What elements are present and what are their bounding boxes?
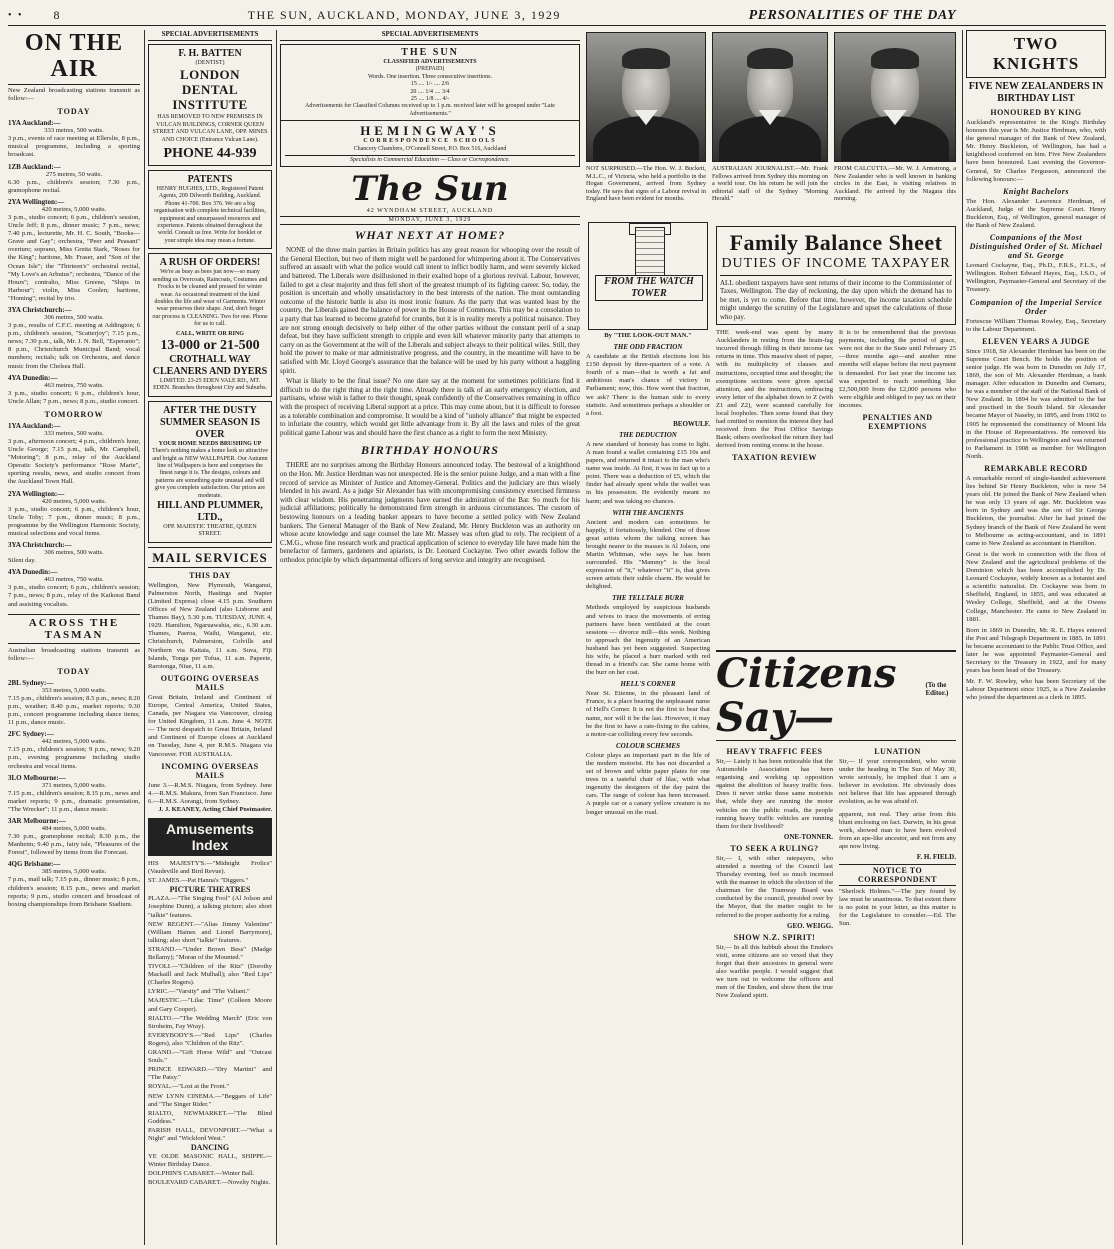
station-power: 306 metres, 500 watts.	[44, 313, 104, 321]
amusement-item: NEW REGENT.—"Alias Jimmy Valentine" (William Haines and Lionel Barrymore), talking; also short "talkie" features.	[148, 920, 272, 944]
sun-logo-block	[280, 170, 580, 225]
station-name: 3YA Christchurch:—	[8, 305, 72, 314]
hayes-text: Born in 1869 in Dunedin, Mr. R. E. Hayes entered the Post and Telegraph Department in 1885. In 1891 he became accountant to the Public Trust Office, and later he was appointed Paymaster-General and Secretary to the Treasury in 1922, and for many years has been head of the Treasury.	[966, 626, 1106, 675]
station-programme: 7.30 p.m., gramophone recital; 8.30 p.m., the Manheim; 9.40 p.m., fairy tale, "Pleasures of the Forest", followed by items from the Forecast.	[8, 833, 140, 857]
classified-prepaid: (PREPAID)	[415, 66, 445, 73]
leader-paragraph-1: NONE of the three main parties in Britain politics has any great reason for whooping over the result of the General Election, but two of them might well be pardoned for whimpering about it. The Conservatives suffered an assault with what the police would call intent to inflict bodily harm, and were severely kicked and battered. The Liberals were disillusioned in their exalted hope of a glorious revival. Labour, however, failed to get a clear majority and thus fell short of the greatest triumph of its fighting career. So, today, the position is uncertain and wholly unsatisfactory in the best interests of the nation. The most outstanding outcome of the historic battle is also its most ironic feature. As the party that was wanted least by the country, the Liberals gained the balance of power in the House of Commons. This may be a consolation to a party that has learned to become grateful for crumbs, but it is in reality merely a political nuisance. They are not strong enough decisively to help either of the other parties without the constant peril of a snap defeat, but they have sufficient strength to cripple and even kill whatever minority party that attempts to carry on as the Government at the will of the Liberals and subject always to their political wiles. Still, they hold the power to make or mar administrative progress, and the country, in the meantime will have to be satisfied with Mr. Lloyd George's assurance that the balance will be used by his party without a haggling spirit.	[280, 246, 580, 375]
station-name: 4YA Dunedin:—	[8, 373, 58, 382]
amusement-item: LYRIC.—"Varsity" and "The Valiant."	[148, 988, 250, 996]
page-number: 8	[53, 8, 61, 22]
amusement-item: NEW LYNN CINEMA.—"Beggars of Life" and "The Singer Rider."	[148, 1092, 272, 1108]
five-nz-subtitle: FIVE NEW ZEALANDERS IN BIRTHDAY LIST	[968, 81, 1104, 104]
hemingway-title: HEMINGWAY'S	[360, 123, 500, 139]
classified-title: THE SUN	[401, 47, 459, 58]
amusement-item: EVERYBODY'S.—"Red Lips" (Charles Rogers), also "Children of the Ritz".	[148, 1031, 272, 1047]
letter-text: Sir,— I, with other ratepayers, who attended a meeting of the Council last Thursday evening, feel so much incensed with the manner in which the election of the chairman for the Tramway Board was conducted by the council, presided over by the Mayor, that the matter ought to be referred to the proper authority for a ruling.	[716, 854, 833, 919]
birthday-honours-text: THERE are no surprises among the Birthday Honours announced today. The bestowal of a knighthood on the Hon. Mr. Justice Herdman was not unexpected. He is the senior puisne Judge, and a man with a fine record of service as Minister of Justice and Attorney-General. Politics and the judiciary are thus wisely blended in his award. As a judge Sir Alexander has with uncompromising consistency exercised firmness with clear wisdom. His penetrating judgments have earned the admiration of the Bar. So much for his judicial affiliations; politically he demonstrated firm strength in arduous circumstances. The custom of bestowing honours on a leading banker appears to have become a settled policy with New Zealand bankers. The General Manager of the Bank of New Zealand, Mr. Henry Buckleton was an authority on whose acute knowledge and sage counsel the late Mr. Massey was often glad to rely. The recipient of a C.M.G., whose fine research work and practical application of science to everyday life have made him the benefactor of farmers, gardeners and apiarists, is Dr. Leonard Cockayne. Two other awards follow the orthodox principle by which departmental officers of long service and integrity are recognised.	[280, 461, 580, 564]
classified-rates: Words. One insertion. Three consecutive insertions.	[367, 73, 493, 80]
remarkable-record-text: A remarkable record of single-handed achievement lies behind Sir Henry Buckleton, who is now 54 years old. He joined the Bank of New Zealand when he was only 13 years of age. Mr. Buckleton was born in Sydney and was the son of Sir George Buckleton, the journalist. After he had joined the Sydney branch of the Bank of New Zealand he went to Melbourne as acting-accountant, and in 1891 came to New Zealand as accountant in Hamilton.	[966, 475, 1106, 547]
station-name: 2YA Wellington:—	[8, 197, 65, 206]
amusement-item: PICTURE THEATRES	[169, 885, 251, 895]
crothall-address: LIMITED. 23-25 EDEN VALE RD., MT. EDEN. Branches throughout City and Suburbs.	[153, 377, 267, 392]
leader-paragraph-2: What is likely to be the final issue? No one dare say at the moment for sometimes politicians find it difficult to do the right thing at the right time. Already there is talk of an early emergency election, and partisans, whose wish is father to their thought, speak confidently of the Conservatives remaining in office with the prospect of receiving Liberal support at a price. This may come about, but it is difficult to foresee as a tolerable combination and compromise. It would be a kind of "unholy alliance" that might be expected to infuriate the country, which would get little advantage from it. By all the laws and rules of the great political game Labour was and should have the first chance as a right to form the next Ministry.	[280, 377, 580, 437]
column-rule	[144, 30, 145, 1245]
penalties-head: PENALTIES AND EXEMPTIONS	[862, 412, 933, 431]
family-balance-title: Family Balance Sheet	[729, 230, 943, 255]
hemingway-sub: CORRESPONDENCE SCHOOLS	[363, 138, 497, 145]
ape-text: apparent, not real. They arise from this blunt enclosing on fact. Darwin, in his great work, showed man to have been evolved from an ape-like ancestor, and not from any ape now living.	[839, 810, 956, 850]
across-intro: Australian broadcasting stations transmit as follow:—	[8, 646, 140, 662]
rush-text: We're as busy as bees just now—so many sending us Overcoats, Raincoats, Costumes and Frocks to be cleaned and pressed for winter wear. As occasional treatment of the kind doubles the life and wear of Garments. Winter wear preserves their shape. And, don't forget our process is CLEANING. Two for one. Phone for us to call.	[152, 269, 268, 328]
ancients-head: WITH THE ANCIENTS	[612, 508, 684, 517]
colour-schemes-text: Colour plays an important part in the life of the modern motorist. He has not discarded a set of brown and white paper plates for one trees in a tasteful chair of lilac, with what ingenuity the designers of the day paint the cars. The range of colour has been increased. A purple car or a canary yellow creature is no longer unusual on the road.	[586, 751, 710, 816]
family-balance-header	[716, 226, 956, 325]
letter-head: SHOW N.Z. SPIRIT!	[733, 932, 816, 942]
column-rule	[962, 30, 963, 1245]
caption-armstrong: FROM CALCUTTA.—Mr. W. J. Armstrong, a New Zealander who is well known in banking circles in the East, is visiting relatives in Auckland. He arrived by the Niagara this morning.	[834, 165, 956, 203]
family-balance-subtitle: DUTIES OF INCOME TAXPAYER	[720, 256, 952, 276]
knight-bachelors-list: The Hon. Alexander Lawrence Herdman, of Auckland, Judge of the Supreme Court. Henry Buckleton, Esq., of Wellington, general manager of the Bank of New Zealand.	[966, 197, 1106, 230]
masthead-title: THE SUN, AUCKLAND, MONDAY, JUNE 3, 1929	[247, 8, 561, 22]
rush-head: A RUSH OF ORDERS!	[159, 257, 261, 269]
patents-text: HENRY HUGHES, LTD., Registered Patent Agents, 209 Dilworth Building, Auckland. Phone 41-700. Box 376. We are a big organisation with complete technical facilities, equipment and unsurpassed resources and experience. Patents obtained throughout the world. Consult us free. Write for booklet or your simple idea may mean a fortune.	[153, 186, 267, 244]
classified-rate-row: 25 .... 1/8 .... 4/-	[410, 96, 450, 103]
watch-tower-illustration	[588, 222, 708, 330]
classified-rate-row: 20 .... 1/4 .... 3/4	[410, 88, 450, 95]
mail-text: Wellington, New Plymouth, Wanganui, Palmerston North, Hastings and Napier (Limited Express) close 4.15 p.m. Southern Offices of New Zealand (also Lisborne and Thames Bay), 5.30 p.m. TUESDAY, JUNE 4, 1929. Hamilton, Ngaruawahia, etc., 6.30 a.m. Thames, Paeroa, Waihi, Wanganui, etc. Christchurch, Palmerston, Colvills and Northern via Kaitaia, 11 a.m. Suva, Fiji Islands, Tonga per Tofua, 11 a.m. Papeete, Rarotonga, Niue, 11 a.m.	[148, 581, 272, 670]
knights-intro: Auckland's representative in the King's Birthday honours this year is Mr. Justice Herdman, who, with the general manager of the Bank of New Zealand, Mr. Henry Buckleton, of Wellington, has had a knighthood conferred on him. Five New Zealanders have been honoured. Last evening the Governor-General, Sir Charles Fergusson, announced the following honours:—	[966, 119, 1106, 183]
telltale-head: THE TELLTALE BURR	[612, 594, 684, 603]
eleven-years-text: Since 1918, Sir Alexander Herdman has been on the Supreme Court Bench. He holds the position of senior judge. He was born in Dunedin on July 17, 1869, the son of Mr. Alexander Herdman, a bank manager. After education in Dunedin and Oamaru, he was a member of the staff of the National Bank of New Zealand. In 1894 he was admitted to the bar and practised in the South Island. Sir Alexander became Mayor of Naseby, in 1895, and from 1902 to 1905 he represented the constituency of Mount Ida in the House of Representatives. He removed his professional practice to Wellington and was returned to Parliament in 1908 as member for Wellington North.	[966, 347, 1106, 460]
station-power: 463 metres, 750 watts.	[44, 381, 104, 389]
citizens-say-sub: (To the Editor.)	[925, 681, 949, 697]
amusement-item: YE OLDE MASONIC HALL, SHIPPE.—Winter Birthday Dance.	[148, 1153, 272, 1169]
batten-ad	[148, 44, 272, 166]
family-balance-text-1: THE week-end was spent by many Aucklanders in resting from the brain-fag incurred through filling in their income tax returns in time. This massive sheet of paper, with its multiplicity of clauses and instructions, occupied time and thought; the exemptions sections were given special attention, and the instructions, embracing every letter of the alphabet down to Z (with Z1 and Z2), were scanned carefully for local loopholes. Then some found that they had omitted to mention the interest they had received from the Post Office Savings Bank; others overlooked the return they had derived from renting rooms in the house.	[716, 329, 833, 450]
across-tasman-heading: ACROSS THE TASMAN	[8, 614, 140, 644]
special-ads-header-2: SPECIAL ADVERTISEMENTS	[280, 30, 580, 41]
ancients-text: Ancient and modern can sometimes be happily, if fortuitously, blended. One of those great artists whom the talking screen has brought nearer to the masses is Al Jolson, one Martin Whitman, who says he has been surrounded. His "Mammy" is the local expression of "it," whatever "it" is, that gives screen artists their subtle charm. He would be delighted.	[586, 518, 710, 591]
watch-tower-column	[586, 220, 710, 1245]
letter-text: Sir,— Lately it has been noticeable that the Automobile Association has been organising and working up opposition against the abolition of heavy traffic fees. Does it never strike these same motorists that, while they are running the motor vehicles on the public roads, the people running heavy traffic vehicles are running them for their livelihood?	[716, 758, 833, 830]
station-name: 1YA Auckland:—	[8, 119, 61, 128]
tomorrow-heading: TOMORROW	[44, 409, 104, 419]
lunation-text: Sir,— If your correspondent, who wrote under the heading in The Sun of May 30, wrote seriously, he implied that I am a believer in evolution. He obviously does not believe that life has appeared through evolution, as he was afraid of.	[839, 758, 956, 806]
batten-text: HAS REMOVED TO NEW PREMISES IN VULCAN BUILDINGS, CORNER QUEEN STREET AND VULCAN LANE, OPP. MINES AND CHOICE (Entrance Vulcan Lane).	[152, 114, 268, 143]
on-the-air-column	[8, 30, 140, 1245]
lunation-head: LUNATION	[874, 747, 921, 756]
mail-services-heading: MAIL SERVICES	[148, 547, 272, 568]
station-power: 420 metres, 5,000 watts.	[41, 497, 107, 505]
amusement-item: HIS MAJESTY'S.—"Midnight Frolics" (Vaudeville and Bird Revue).	[148, 859, 272, 876]
station-programme: 3 p.m., results of C.F.C. meeting at Addington; 6 p.m., children's session, "Scatterjoy"; 7.15 p.m., news; 7.30 p.m., talk, Mr. J. N. Bell, "Esperanto"; 8 p.m., Christchurch Municipal Band; vocal numbers; recitals; talk on Orchestra, and dance music from the Chelsea Hall.	[8, 322, 140, 370]
overseas-text: Great Britain, Ireland and Continent of Europe, Central America, United States, Canada, per Niagara via Vancouver, closing for United Kingdom, 11 a.m. June 4. NOTE — The next despatch to Great Britain, Ireland and Continent of Europe closes at Auckland on Tuesday, June 4, per R.M.S. Niagara via Vancouver. FOR AUSTRALIA.	[148, 693, 272, 758]
station-name: 1YA Auckland:—	[8, 421, 61, 430]
deduction-head: THE DEDUCTION	[619, 430, 677, 439]
cockayne-text: Great is the work in connection with the flora of New Zealand and the agricultural problems of the Dominion which has been accomplished by Dr. Leonard Cockayne, widely known as a botanist and a scientific naturalist. Dr. Cockayne was born in Sheffield, England, in 1855, and was educated at Wesley College, Sheffield, and at the Owens College, Manchester. He came to New Zealand in 1881.	[966, 550, 1106, 623]
station-power: 333 metres, 500 watts.	[44, 429, 104, 437]
deduction-text: A new standard of honesty has come to light. A man found a wallet containing £15 10s and papers, and returned it intact to the man who's name was inside. At first, it was in fact up to a point. There was a deduction of £5, which the finder had already spent while the wallet was in his possession. He evidently meant no harm; and was taking no chances.	[586, 440, 710, 505]
letter-signature: GEO. WEIGG.	[787, 921, 833, 930]
station-programme: 7.15 p.m., children's session; 8.15 p.m., news and market reports; 9 p.m., dramatic presentation, "The Wrecker"; 11 p.m., dance music.	[8, 789, 140, 813]
rush-phone: 13-000 or 21-500	[160, 337, 260, 353]
hemingway-address: Chancery Chambers, O'Connell Street, P.O. Box 516, Auckland	[353, 145, 507, 152]
amusement-item: TIVOLI.—"Children of the Ritz" (Dorothy Mackaill and Jack Mulhall); also "Red Lips" (Charles Rogers).	[148, 963, 272, 987]
remarkable-record-head: REMARKABLE RECORD	[984, 464, 1088, 473]
watch-tower-byline: By "THE LOOK-OUT MAN."	[604, 332, 692, 339]
station-name: 3AR Melbourne:—	[8, 817, 66, 825]
hemingway-tagline: Specialists in Commercial Education — Class or Correspondence.	[285, 155, 575, 164]
classified-note: Advertisements for Classified Columns received up to 1 p.m. received later will be grouped under "Late Advertisements."	[305, 103, 555, 117]
amusement-item: PLAZA.—"The Singing Fool" (Al Jolson and Josephine Dunn), a talking picture; also short "talkie" features.	[148, 895, 272, 919]
editorial-column	[280, 30, 580, 1245]
honoured-by-king: HONOURED BY KING	[990, 108, 1082, 117]
station-programme: 3 p.m., studio concert; 6 p.m., children's session; 7 p.m., news; 8 p.m., relay of the Kaikorai Band and assisting vocalists.	[8, 584, 140, 608]
on-the-air-intro: New Zealand broadcasting stations transmit as follow:—	[8, 87, 140, 103]
amusement-item: PARISH HALL, DEVONPORT.—"What a Night" and "Wickford West."	[148, 1126, 272, 1142]
special-ads-header: SPECIAL ADVERTISEMENTS	[148, 30, 272, 41]
rush-call: CALL, WRITE OR RING	[176, 330, 244, 337]
hells-corner-text: Near St. Etienne, in the pleasant land of France, is a place bearing the unpleasant name of Hell's Corner. It is not the first to bear that name, nor will it be the last. However, it may be the first to have a rate-fixing to the cabins, a motor-car colliding every few seconds.	[586, 690, 710, 738]
odd-fraction-head: THE ODD FRACTION	[613, 343, 683, 352]
letter-head: TO SEEK A RULING?	[730, 843, 819, 853]
station-programme: 3 p.m., studio concert; 6 p.m., children's hour, Uncle Allan; 7 p.m., news; 8 p.m., studio concert.	[8, 389, 140, 405]
taxation-review-head: TAXATION REVIEW	[732, 453, 817, 463]
notice-head: NOTICE TO CORRESPONDENT	[839, 864, 956, 886]
station-power: 353 metres, 5,000 watts.	[41, 686, 107, 694]
station-name: 2YA Wellington:—	[8, 489, 65, 498]
knight-bachelors-head: Knight Bachelors	[1002, 186, 1069, 196]
batten-institute: LONDON DENTAL INSTITUTE	[172, 67, 248, 113]
portrait-fellows	[712, 32, 828, 162]
classified-rate-row: 15 .... 1/- .... 2/6	[410, 81, 450, 88]
caption-fellows: AUSTRALIAN JOURNALIST.—Mr. Frank Fellows arrived from Sydney this morning on a world tour. On his return he will join the editorial staff of the Sydney "Morning Herald."	[712, 165, 828, 203]
family-balance-columns	[716, 329, 956, 464]
letters-left-column	[716, 744, 833, 1000]
cmg-head: Companions of the Most Distinguished Order of St. Michael and St. George	[969, 233, 1103, 261]
station-name: 1ZB Auckland:—	[8, 162, 61, 171]
citizens-header	[716, 650, 956, 741]
letters-right-column	[839, 744, 956, 1000]
incoming-heading: INCOMING OVERSEAS MAILS	[161, 761, 259, 780]
amusement-item: ST. JAMES.—Pat Hanna's "Diggers."	[148, 877, 249, 885]
classified-box	[280, 44, 580, 121]
on-the-air-heading: ON THE AIR	[8, 30, 140, 85]
station-name: 4YA Dunedin:—	[8, 568, 58, 577]
masthead-ornament: • •	[8, 10, 24, 21]
patents-ad	[148, 170, 272, 249]
iso-head: Companion of the Imperial Service Order	[969, 297, 1103, 316]
two-knights-title: TWO KNIGHTS	[992, 34, 1080, 73]
sun-address: 42 WYNDHAM STREET, AUCKLAND	[366, 208, 494, 215]
station-programme: 7.15 p.m., children's session; 9 p.m., news; 9.20 p.m., evening programme including studio orchestra and vocal items.	[8, 746, 140, 770]
caption-buckett: NOT SURPRISED.—The Hon. W. J. Buckett, M.L.C., of Victoria, who held a portfolio in the Hogan Government, arrived from Sydney today. He says that signs of a Labour revival in England have been evident for months.	[586, 165, 706, 203]
hill-plummer: HILL AND PLUMMER, LTD.,	[157, 500, 263, 523]
stations-today-list	[8, 119, 140, 406]
batten-name: F. H. BATTEN	[178, 48, 242, 59]
amusement-item: MAJESTIC.—"Lilac Time" (Colleen Moore and Gary Cooper).	[148, 997, 272, 1013]
station-power: 371 metres, 5,000 watts.	[41, 781, 107, 789]
amusement-item: DOLPHIN'S CABARET.—Winter Ball.	[148, 1170, 255, 1178]
station-name: 3LO Melbourne:—	[8, 773, 66, 782]
stations-tomorrow-list	[8, 422, 140, 609]
station-programme: 7 p.m., mail talk; 7.15 p.m., dinner music; 8 p.m., children's session; 8.15 p.m., news and market reports; 9 p.m., studio concert and broadcast of boxing championships from Brisbane Stadium.	[8, 876, 140, 908]
across-today-heading: TODAY	[57, 666, 91, 676]
letter-text: Sir,— In all this hubbub about the Emden's visit, some citizens are so vexed that they forget that their ancestors in general were also warlike people. I would suggest that we turn out to welcome the officers and men of the Emden, and show them the true New Zealand spirit.	[716, 943, 833, 1000]
hair-shape	[622, 48, 669, 68]
overseas-heading: OUTGOING OVERSEAS MAILS	[160, 673, 260, 692]
masthead	[8, 6, 1106, 26]
hells-corner-head: HELL'S CORNER	[620, 680, 676, 689]
batten-phone: PHONE 44-939	[163, 146, 257, 162]
amusement-item: ROYAL.—"Lost at the Front."	[148, 1083, 230, 1091]
letter-signature: ONE-TONNER.	[783, 832, 833, 841]
family-balance-intro: ALL obedient taxpayers have sent returns of their income to the Commissioner of Taxes, Wellington. The day of reckoning, the day upon which the demand has to be met, is yet to come. Before that time, however, the income taxation schedule might undergo the scrutiny of the Legislature and upset the calculations of those who pay.	[720, 279, 952, 321]
hair-shape	[871, 48, 919, 68]
station-name: 2FC Sydney:—	[8, 730, 54, 739]
beowulf-signature: BEOWULF.	[673, 419, 710, 428]
crothall-ad	[148, 253, 272, 396]
sun-date: MONDAY, JUNE 3, 1929	[280, 216, 580, 224]
letter-head: HEAVY TRAFFIC FEES	[726, 747, 823, 756]
rowley-text: Mr. F. W. Rowley, who has been Secretary of the Labour Department since 1925, is a New Zealander who joined the department as a clerk in 1895.	[966, 678, 1106, 702]
station-power: 306 metres, 500 watts.	[44, 549, 104, 557]
station-programme: 7.15 p.m., children's session; 8.5 p.m., news; 8.20 p.m., weather; 8.40 p.m., market reports; 9.30 p.m., concert programme including dance items; 11 p.m., dance music.	[8, 694, 140, 727]
notice-text: "Sherlock Holmes."—The jury found by law must be unanimous. To that extent there is no point in your letter, as this matter is for the Legislature to consider.—Ed. The Sun.	[839, 888, 956, 928]
dusty-text: There's nothing makes a home look so attractive and bright as NEW WALLPAPER. Our Autumn line of Wallpapers is here and comprises the finest range it is. The designs, colours and patterns are something quite unusual and will give you complete satisfaction. Our prices are moderate.	[152, 448, 268, 499]
station-power: 420 metres, 5,000 watts.	[41, 205, 107, 213]
sun-logo: The Sun	[351, 169, 509, 210]
amusement-item: BOULEVARD CABARET.—Novelty Nights.	[148, 1179, 271, 1187]
amusement-item: RIALTO, NEWMARKET.—"The Blind Goddess."	[148, 1109, 272, 1125]
personalities-heading: PERSONALITIES OF THE DAY	[748, 7, 956, 23]
today-heading: TODAY	[57, 107, 91, 117]
station-power: 463 metres, 750 watts.	[44, 576, 104, 584]
station-programme: 6.30 p.m., children's session; 7.30 p.m., gramophone recital.	[8, 178, 140, 194]
amusement-item: RIALTO.—"The Wedding March" (Eric von Stroheim, Fay Wray).	[148, 1014, 272, 1030]
field-signature: F. H. FIELD.	[916, 853, 956, 862]
family-balance-sheet-block	[716, 226, 956, 464]
station-name: 3YA Christchurch:—	[8, 541, 72, 550]
amusements-list	[148, 860, 272, 1188]
hair-shape	[747, 48, 793, 68]
station-power: 275 metres, 50 watts.	[45, 170, 103, 178]
crothall-name: CROTHALL WAY CLEANERS AND DYERS	[152, 353, 268, 377]
station-name: 4QG Brisbane:—	[8, 860, 61, 869]
special-ads-column	[148, 30, 272, 1245]
station-programme: Silent day.	[8, 557, 36, 565]
amusement-item: STRAND.—"Under Brown Bess" (Madge Bellamy); "Moran of the Mounted."	[148, 945, 272, 961]
station-power: 442 metres, 5,000 watts.	[41, 738, 107, 746]
telltale-text: Methods employed by suspicious husbands and wives to trace the movements of erring partners have been ventilated at the court sessions — divorce mill—this week. Nothing to approach the ingenuity of an American husband has yet been suggested. Suspecting his wife, he placed a burr marked with red thread in a friend's car. She came home with the burr on her coat.	[586, 604, 710, 677]
station-programme: 3 p.m., studio concert; 6 p.m., children's session, Uncle Jeff; 8 p.m., dinner music; 7 p.m., news; 7.40 p.m., lecturette, Mr. H. C. South, "Books—Grave and Gay"; orchestra, "Peer and Peasant" overture; soprano, Miss Gretta Stark, "Roses for the King"; baritone, Mr. Fraser, and "Son of the Ocean Isle"; the "Thirteen's" orchestral recital, "My Love's an Arbutus"; orchestra, "Dance of the Hours"; contralto, Miss Greene, "Ships in Harbour"; violin, Miss Coolen; baritone, "Homing"; recital by trio.	[8, 213, 140, 302]
two-knights-header	[966, 30, 1106, 78]
amusements-index-heading: Amusements Index	[148, 818, 272, 856]
leader-title: WHAT NEXT AT HOME?	[354, 228, 506, 243]
iso-list: Fortescue William Thomas Rowley, Esq., Secretary to the Labour Department.	[966, 317, 1106, 333]
amusement-item: GRAND.—"Gift Horse Wild" and "Outcast Souls."	[148, 1049, 272, 1065]
stations-australia-list	[8, 679, 140, 909]
mail-day: THIS DAY	[189, 570, 231, 580]
station-programme: 3 p.m., studio concert; 6 p.m., children's hour, Uncle Toby; 7 p.m., dinner music; 8 p.m., programme by the Wellington Harmonic Society, musical selections and vocal items.	[8, 505, 140, 537]
patents-head: PATENTS	[187, 174, 233, 186]
family-balance-text-2: It is to be remembered that the previous payments, including the period of grace, were not due to the State until February 25—three months ago—and another nine months will elapse before the next payment is demanded. For last year the income tax was expected to reach something like £2,500,000 from the £2,000 persons who were eligible and obliged to pay tax on their incomes.	[839, 329, 956, 409]
postmaster-signature: J. J. KEANEY, Acting Chief Postmaster.	[158, 805, 272, 813]
dusty-head: AFTER THE DUSTY SUMMER SEASON IS OVER	[159, 404, 261, 440]
portrait-armstrong	[834, 32, 956, 162]
cmg-list: Leonard Cockayne, Esq., Ph.D., F.R.S., F.L.S., of Wellington. Robert Edward Hayes, Esq., I.S.O., of Wellington, Paymaster-General and Secretary of the Treasury.	[966, 262, 1106, 294]
citizens-say-block	[716, 650, 956, 1240]
birthday-honours-title: BIRTHDAY HONOURS	[361, 443, 499, 458]
dusty-sub: YOUR HOME NEEDS BRUSHING UP	[158, 440, 262, 447]
column-rule	[276, 30, 277, 1245]
amusement-item: PRINCE EDWARD.—"Dry Martini" and "The Patsy."	[148, 1066, 272, 1082]
station-programme: 3 p.m., afternoon concert; 4 p.m., children's hour, Uncle George; 7.15 p.m., talk, Mr. Campbell, "Motoring"; 8 p.m., relay of the Auckland Operatic Society's performance "Rose Marie", sporting results, news, and studio concert from the Auckland Town Hall.	[8, 438, 140, 486]
station-power: 385 metres, 5,000 watts.	[41, 868, 107, 876]
classified-sub: CLASSIFIED ADVERTISEMENTS	[383, 59, 477, 65]
colour-schemes-head: COLOUR SCHEMES	[616, 741, 680, 750]
amusement-item: DANCING	[190, 1143, 230, 1153]
hemingway-ad	[280, 121, 580, 167]
batten-sub: (DENTIST)	[195, 60, 225, 66]
watch-tower-banner: FROM THE WATCH TOWER	[595, 275, 703, 301]
citizens-say-title: Citizens Say—	[716, 650, 897, 741]
portrait-buckett	[586, 32, 706, 162]
odd-fraction-text: A candidate at the British elections lost his £150 deposit by three-quarters of a vote. A fourth of a man—that is worth a fat and ambitious man's chance of victory in Parliament; now, this. How went that fraction, we ask? There is the human side to every statistic. And sometimes perhaps a shoulder or a foot.	[586, 353, 710, 417]
wallpaper-ad	[148, 401, 272, 543]
station-power: 333 metres, 500 watts.	[44, 127, 104, 135]
hill-address: OPP. MAJESTIC THEATRE, QUEEN STREET.	[163, 524, 257, 538]
station-programme: 3 p.m., events of race meeting at Ellerslie, 8 p.m., musical programme, including a sporting broadcast.	[8, 135, 140, 159]
incoming-text: June 3.—R.M.S. Niagara, from Sydney. June 4.—R.M.S. Makura, from San Francisco. June 6.—R.M.S. Aorangi, from Sydney.	[148, 781, 272, 805]
station-name: 2BL Sydney:—	[8, 678, 54, 687]
station-power: 484 metres, 5,000 watts.	[41, 825, 107, 832]
eleven-years-head: ELEVEN YEARS A JUDGE	[982, 336, 1090, 346]
two-knights-column	[966, 30, 1106, 1245]
